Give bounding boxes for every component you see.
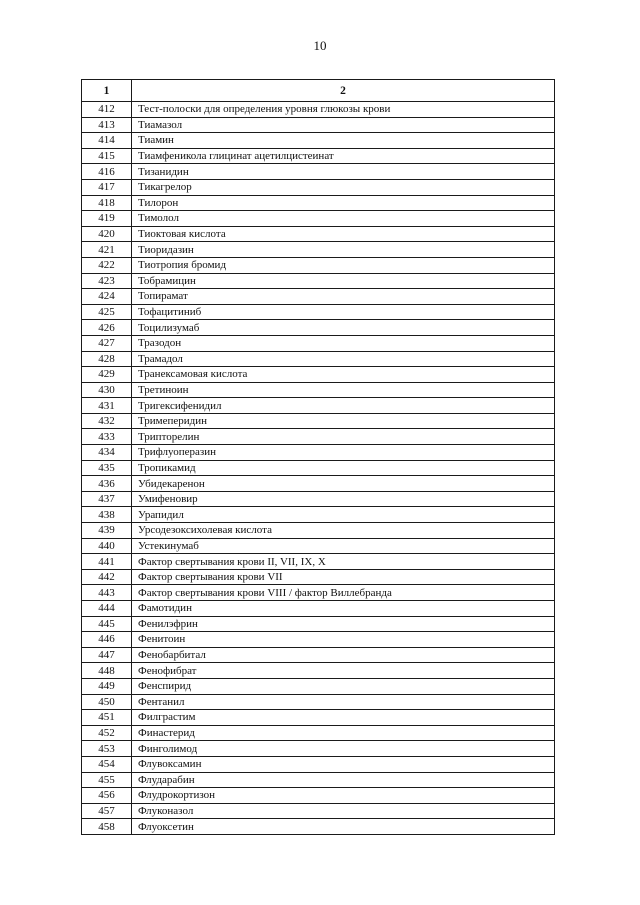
table-row: [82, 133, 555, 149]
row-number: 414: [82, 133, 132, 149]
table-row: [82, 304, 555, 320]
table-row: [82, 491, 555, 507]
row-number: 455: [82, 772, 132, 788]
table-row: [82, 429, 555, 445]
table-row: [82, 257, 555, 273]
row-number: 424: [82, 289, 132, 305]
row-number: 422: [82, 257, 132, 273]
table-row: [82, 803, 555, 819]
table-row: [82, 226, 555, 242]
row-number: 432: [82, 413, 132, 429]
row-number: 419: [82, 211, 132, 227]
table-row: [82, 413, 555, 429]
row-number: 443: [82, 585, 132, 601]
medicine-name: Филграстим: [132, 710, 555, 726]
row-number: 430: [82, 382, 132, 398]
row-number: 438: [82, 507, 132, 523]
row-number: 423: [82, 273, 132, 289]
medicine-name: Тиамфеникола глицинат ацетилцистеинат: [132, 148, 555, 164]
medicine-name: Урсодезоксихолевая кислота: [132, 523, 555, 539]
medicine-name: Убидекаренон: [132, 476, 555, 492]
table-row: [82, 398, 555, 414]
row-number: 413: [82, 117, 132, 133]
medicine-name: Флудрокортизон: [132, 788, 555, 804]
row-number: 434: [82, 445, 132, 461]
row-number: 417: [82, 179, 132, 195]
table-row: [82, 382, 555, 398]
medicine-name: Устекинумаб: [132, 538, 555, 554]
table-row: [82, 819, 555, 835]
row-number: 436: [82, 476, 132, 492]
medicine-name: Транексамовая кислота: [132, 367, 555, 383]
table-row: [82, 179, 555, 195]
medicine-name: Фенобарбитал: [132, 647, 555, 663]
row-number: 421: [82, 242, 132, 258]
medicine-name: Фактор свертывания крови VIII / фактор Виллебранда: [132, 585, 555, 601]
medicine-name: Флударабин: [132, 772, 555, 788]
medicine-name: Тофацитиниб: [132, 304, 555, 320]
row-number: 444: [82, 601, 132, 617]
table-row: [82, 289, 555, 305]
medicine-name: Фактор свертывания крови VII: [132, 569, 555, 585]
table-row: [82, 647, 555, 663]
table-row: [82, 117, 555, 133]
column-header-name: 2: [132, 80, 555, 102]
medicine-name: Тимолол: [132, 211, 555, 227]
table-row: [82, 569, 555, 585]
row-number: 418: [82, 195, 132, 211]
row-number: 458: [82, 819, 132, 835]
medicine-name: Тиоктовая кислота: [132, 226, 555, 242]
row-number: 449: [82, 678, 132, 694]
table-row: [82, 663, 555, 679]
row-number: 420: [82, 226, 132, 242]
table-row: [82, 632, 555, 648]
row-number: 451: [82, 710, 132, 726]
medicine-name: Трифлуоперазин: [132, 445, 555, 461]
table-row: [82, 195, 555, 211]
row-number: 435: [82, 460, 132, 476]
table-row: [82, 694, 555, 710]
medicine-name: Урапидил: [132, 507, 555, 523]
table-row: [82, 367, 555, 383]
medicine-name: Тизанидин: [132, 164, 555, 180]
table-row: [82, 460, 555, 476]
medicine-name: Умифеновир: [132, 491, 555, 507]
row-number: 439: [82, 523, 132, 539]
table-row: [82, 335, 555, 351]
table-row: [82, 678, 555, 694]
page-number: 10: [313, 38, 327, 53]
medicine-name: Тест-полоски для определения уровня глюкозы крови: [132, 102, 555, 118]
row-number: 445: [82, 616, 132, 632]
row-number: 442: [82, 569, 132, 585]
medicine-name: Тоцилизумаб: [132, 320, 555, 336]
row-number: 415: [82, 148, 132, 164]
row-number: 428: [82, 351, 132, 367]
table-row: [82, 242, 555, 258]
row-number: 427: [82, 335, 132, 351]
row-number: 453: [82, 741, 132, 757]
medicine-name: Тиамин: [132, 133, 555, 149]
row-number: 440: [82, 538, 132, 554]
table-row: [82, 788, 555, 804]
row-number: 437: [82, 491, 132, 507]
medicine-name: Тиоридазин: [132, 242, 555, 258]
medicine-name: Третиноин: [132, 382, 555, 398]
medicine-name: Тикагрелор: [132, 179, 555, 195]
table-row: [82, 523, 555, 539]
table-row: [82, 772, 555, 788]
row-number: 433: [82, 429, 132, 445]
table-row: [82, 148, 555, 164]
medicine-name: Тилорон: [132, 195, 555, 211]
row-number: 447: [82, 647, 132, 663]
medicine-name: Топирамат: [132, 289, 555, 305]
row-number: 416: [82, 164, 132, 180]
table-row: [82, 554, 555, 570]
table-row: [82, 725, 555, 741]
table-row: [82, 164, 555, 180]
table-row: [82, 710, 555, 726]
medicine-name: Тригексифенидил: [132, 398, 555, 414]
medicine-name: Фактор свертывания крови II, VII, IX, X: [132, 554, 555, 570]
table-row: [82, 273, 555, 289]
table-header-row: [82, 80, 555, 102]
medicine-name: Тропикамид: [132, 460, 555, 476]
medicine-name: Финголимод: [132, 741, 555, 757]
column-header-number: 1: [82, 80, 132, 102]
row-number: 448: [82, 663, 132, 679]
medicine-name: Фенофибрат: [132, 663, 555, 679]
table-row: [82, 102, 555, 118]
row-number: 429: [82, 367, 132, 383]
row-number: 450: [82, 694, 132, 710]
table-row: [82, 320, 555, 336]
table-row: [82, 476, 555, 492]
row-number: 456: [82, 788, 132, 804]
row-number: 431: [82, 398, 132, 414]
table-row: [82, 211, 555, 227]
medicine-name: Фентанил: [132, 694, 555, 710]
row-number: 452: [82, 725, 132, 741]
medicine-name: Трамадол: [132, 351, 555, 367]
table-row: [82, 585, 555, 601]
row-number: 425: [82, 304, 132, 320]
row-number: 412: [82, 102, 132, 118]
medicine-name: Финастерид: [132, 725, 555, 741]
table-row: [82, 538, 555, 554]
medicine-name: Фенитоин: [132, 632, 555, 648]
row-number: 457: [82, 803, 132, 819]
table-body: [82, 102, 555, 835]
medicine-name: Тразодон: [132, 335, 555, 351]
table-row: [82, 756, 555, 772]
medicine-name: Тримеперидин: [132, 413, 555, 429]
table-row: [82, 351, 555, 367]
medicine-name: Фамотидин: [132, 601, 555, 617]
medicine-name: Флувоксамин: [132, 756, 555, 772]
medicine-name: Тиамазол: [132, 117, 555, 133]
table-row: [82, 445, 555, 461]
row-number: 426: [82, 320, 132, 336]
medicine-name: Флуоксетин: [132, 819, 555, 835]
medicine-name: Фенилэфрин: [132, 616, 555, 632]
row-number: 454: [82, 756, 132, 772]
medicines-table: [81, 79, 555, 835]
medicine-name: Флуконазол: [132, 803, 555, 819]
table-row: [82, 616, 555, 632]
row-number: 446: [82, 632, 132, 648]
medicine-name: Фенспирид: [132, 678, 555, 694]
medicine-name: Тиотропия бромид: [132, 257, 555, 273]
medicine-name: Тобрамицин: [132, 273, 555, 289]
table-row: [82, 507, 555, 523]
table-row: [82, 601, 555, 617]
table-row: [82, 741, 555, 757]
row-number: 441: [82, 554, 132, 570]
medicine-name: Трипторелин: [132, 429, 555, 445]
